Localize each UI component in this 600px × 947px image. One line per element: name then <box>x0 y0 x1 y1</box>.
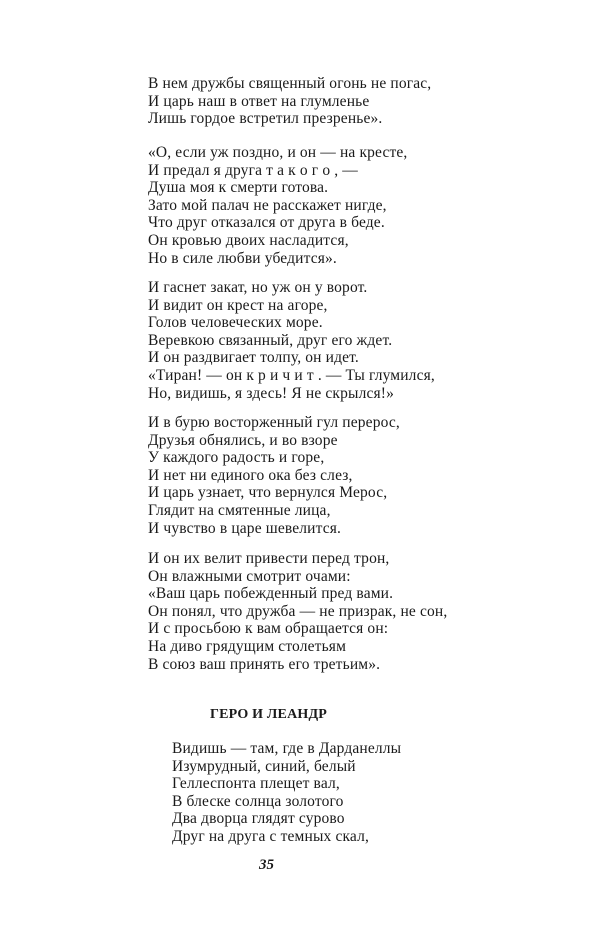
poem-line: И гаснет закат, но уж он у ворот. <box>148 279 368 296</box>
poem-line: В нем дружбы священный огонь не погас, <box>148 75 432 92</box>
poem-line: В союз ваш принять его третьим». <box>148 655 381 673</box>
poem-title: ГЕРО И ЛЕАНДР <box>210 707 328 722</box>
poem-line: И предал я друга т а к о г о , — <box>148 161 358 179</box>
poem-line: Он понял, что дружба — не призрак, не сон, <box>148 602 448 620</box>
poem-line: Но в силе любви убедится». <box>148 249 337 267</box>
stanza-5 <box>148 550 447 673</box>
page-number: 35 <box>259 857 274 873</box>
poem-line: И нет ни единого ока без слез, <box>148 466 353 484</box>
poem-line: Веревкою связанный, друг его ждет. <box>148 331 393 349</box>
poem-line: У каждого радость и горе, <box>148 449 325 467</box>
stanza-1 <box>148 75 431 128</box>
poem-line: Он влажными смотрит очами: <box>148 567 351 585</box>
poem-line: И он их велит привести перед трон, <box>148 550 390 567</box>
poem-line: На диво грядущим столетьям <box>148 637 347 655</box>
poem-line: И царь узнает, что вернулся Мерос, <box>148 484 388 502</box>
poem-line: Лишь гордое встретил презренье». <box>148 110 383 128</box>
poem-line: В блеске солнца золотого <box>172 792 344 810</box>
poem-line: «О, если уж поздно, и он — на кресте, <box>148 144 408 161</box>
stanza-2 <box>148 144 407 267</box>
stanza-4 <box>148 414 400 537</box>
poem-line: И царь наш в ответ на глумленье <box>148 92 370 110</box>
poem-line: И в бурю восторженный гул перерос, <box>148 414 400 431</box>
poem-line: Голов человеческих море. <box>148 314 323 332</box>
poem-line: Друг на друга с темных скал, <box>172 827 369 845</box>
poem-line: Друзья обнялись, и во взоре <box>148 431 338 449</box>
poem-line: Он кровью двоих насладится, <box>148 231 349 249</box>
poem-line: Но, видишь, я здесь! Я не скрылся!» <box>148 384 394 402</box>
stanza-3 <box>148 279 435 402</box>
poem-line: «Ваш царь побежденный пред вами. <box>148 585 394 603</box>
poem-line: Видишь — там, где в Дарданеллы <box>172 740 402 757</box>
poem-line: И видит он крест на агоре, <box>148 296 328 314</box>
poem-line: Глядит на смятенные лица, <box>148 501 331 519</box>
poem-line: Два дворца глядят сурово <box>172 810 345 828</box>
poem-line: И он раздвигает толпу, он идет. <box>148 349 359 367</box>
poem-line: Душа моя к смерти готова. <box>148 179 329 197</box>
poem-line: Изумрудный, синий, белый <box>172 757 356 775</box>
poem-line: И чувство в царе шевелится. <box>148 519 342 537</box>
poem-line: И с просьбою к вам обращается он: <box>148 620 389 638</box>
poem-line: «Тиран! — он к р и ч и т . — Ты глумился, <box>148 366 435 384</box>
poem-line: Что друг отказался от друга в беде. <box>148 214 385 232</box>
poem-line: Геллеспонта плещет вал, <box>172 775 340 793</box>
stanza-hero-leander <box>172 740 401 846</box>
poem-line: Зато мой палач не расскажет нигде, <box>148 196 387 214</box>
